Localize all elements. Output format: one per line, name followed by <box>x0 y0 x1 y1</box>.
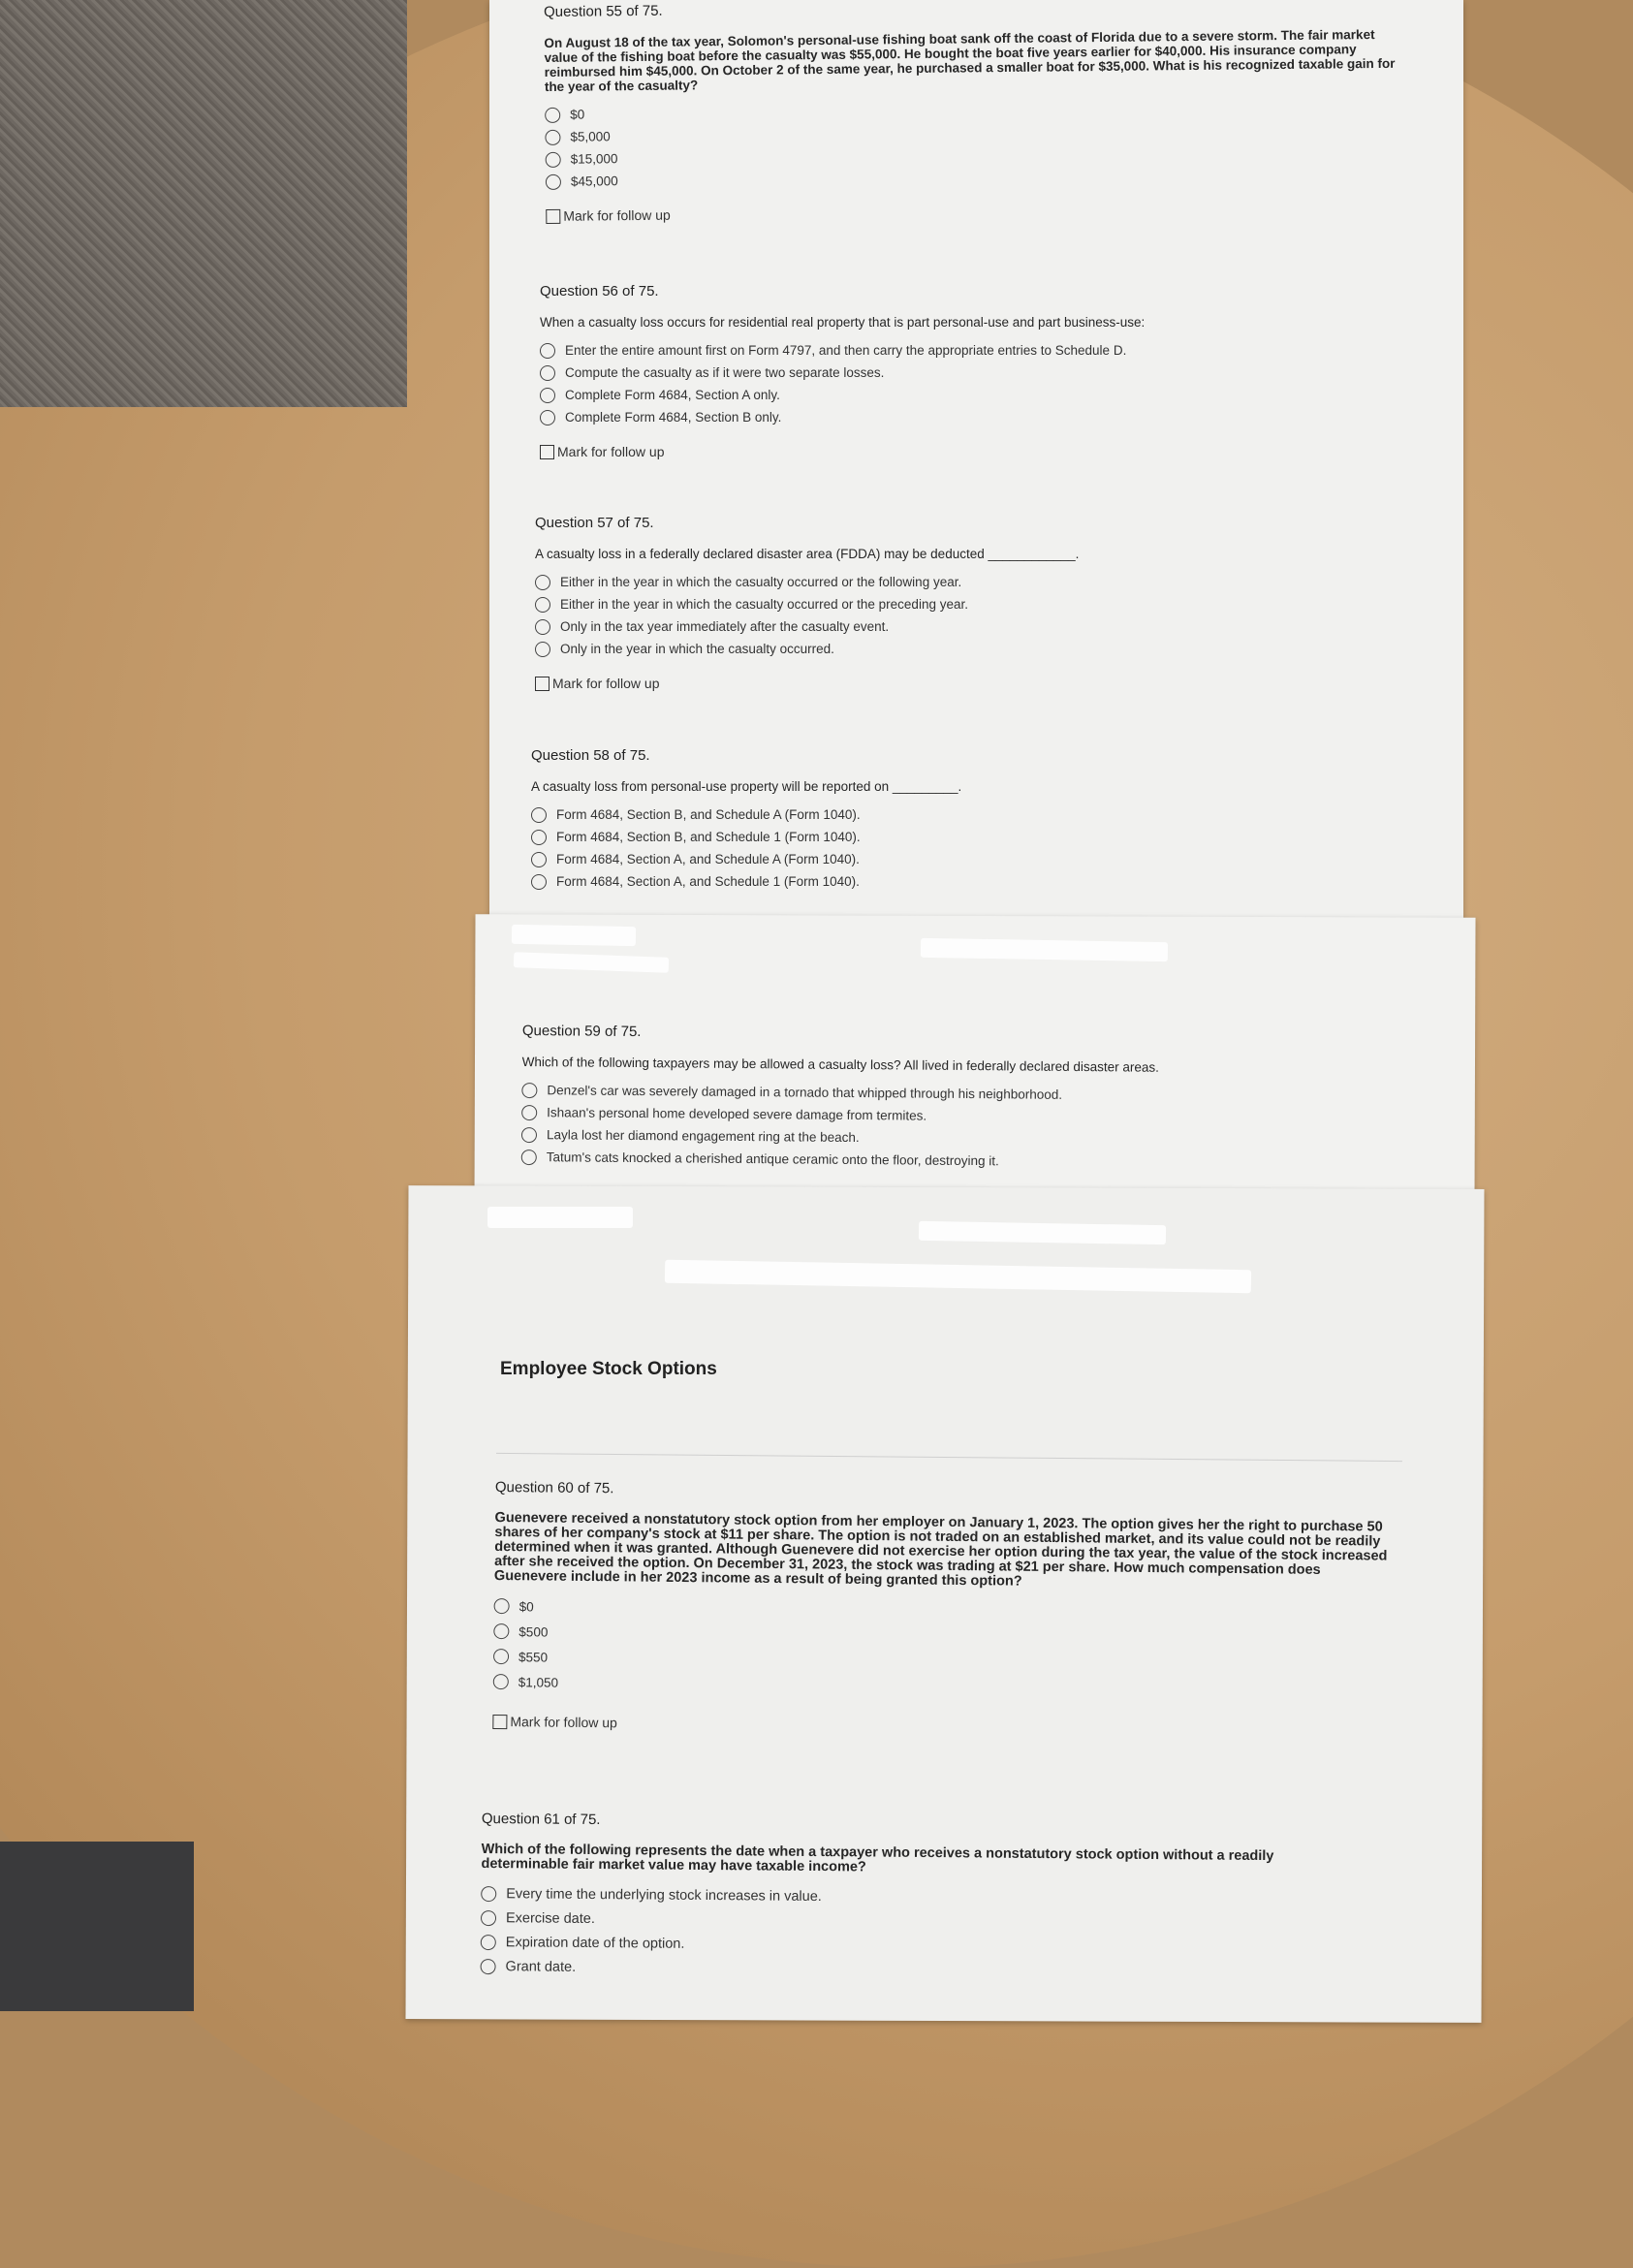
answer-option[interactable] <box>531 803 1306 826</box>
radio-button-icon[interactable] <box>493 1623 509 1639</box>
checkbox-icon[interactable] <box>540 445 554 459</box>
radio-button-icon[interactable] <box>531 807 547 823</box>
checkbox-icon[interactable] <box>535 677 550 691</box>
question-text: When a casualty loss occurs for residential real property that is part personal-use and part business-use: <box>540 315 1146 330</box>
answer-option-label: Ishaan's personal home developed severe damage from termites. <box>547 1105 927 1123</box>
answer-option-label: Grant date. <box>505 1958 577 1975</box>
follow-up-label: Mark for follow up <box>510 1714 617 1731</box>
tape-strip <box>512 925 636 946</box>
answer-option[interactable] <box>540 362 1315 384</box>
question-title: Question 61 of 75. <box>481 1811 601 1829</box>
question-text: Guenevere received a nonstatutory stock option from her employer on January 1, 2023. The option gives her the right to purchase 50 shares of her company's stock at $11 per share. The option is not traded on an established market, and its value could not be readily determined when it was granted. Although Guenevere did not exercise her option during the tax year, the value of the stock increased after she received the option. On December 31, 2023, the stock was trading at $21 per share. How much compensation does Guenevere include in her 2023 income as a result of being granted this option? <box>493 1509 1388 1590</box>
carpet-background <box>0 0 407 407</box>
answer-option-label: $1,050 <box>518 1674 559 1690</box>
follow-up-label: Mark for follow up <box>552 676 660 691</box>
answer-option-label: Expiration date of the option. <box>505 1934 685 1952</box>
answer-option-label: Only in the tax year immediately after the casualty event. <box>560 619 890 634</box>
mark-for-follow-up[interactable] <box>540 444 1315 459</box>
radio-button-icon[interactable] <box>494 1598 510 1614</box>
answer-option[interactable] <box>540 406 1315 428</box>
answer-option-label: $0 <box>570 107 585 122</box>
radio-button-icon[interactable] <box>531 874 547 890</box>
answer-option-label: Form 4684, Section A, and Schedule A (Form 1040). <box>556 852 860 866</box>
answer-option[interactable] <box>535 571 1310 593</box>
radio-button-icon[interactable] <box>535 642 550 657</box>
radio-button-icon[interactable] <box>481 1909 496 1925</box>
answer-option[interactable] <box>535 615 1310 638</box>
radio-button-icon[interactable] <box>493 1649 509 1664</box>
question-title: Question 56 of 75. <box>540 283 659 299</box>
follow-up-label: Mark for follow up <box>563 206 671 224</box>
radio-button-icon[interactable] <box>531 852 547 867</box>
mark-for-follow-up[interactable] <box>535 676 1310 691</box>
question-text: Which of the following represents the date when a taxpayer who receives a nonstatutory stock option without a readily determinable fair market value may have taxable income? <box>481 1841 1274 1875</box>
answer-option-label: $500 <box>518 1623 549 1640</box>
question-60 <box>492 1479 1397 1739</box>
answer-option[interactable] <box>535 593 1310 615</box>
answer-option[interactable] <box>540 339 1315 362</box>
answer-option-label: $5,000 <box>570 129 611 144</box>
radio-button-icon[interactable] <box>481 1885 496 1901</box>
radio-button-icon[interactable] <box>531 830 547 845</box>
answer-option-label: Form 4684, Section B, and Schedule 1 (Form 1040). <box>556 830 861 844</box>
radio-button-icon[interactable] <box>493 1674 509 1689</box>
section-heading: Employee Stock Options <box>500 1359 717 1379</box>
question-59 <box>521 1023 1395 1176</box>
question-56 <box>540 283 1315 459</box>
answer-option-label: $45,000 <box>570 173 618 189</box>
answer-option[interactable] <box>531 870 1306 893</box>
question-title: Question 57 of 75. <box>535 515 654 531</box>
radio-button-icon[interactable] <box>521 1126 537 1142</box>
answer-option-label: Form 4684, Section A, and Schedule 1 (Form 1040). <box>556 874 860 889</box>
question-title: Question 59 of 75. <box>521 1023 642 1041</box>
radio-button-icon[interactable] <box>540 388 555 403</box>
checkbox-icon[interactable] <box>492 1714 507 1728</box>
checkbox-icon[interactable] <box>546 208 560 223</box>
question-58 <box>531 747 1306 893</box>
question-text: On August 18 of the tax year, Solomon's personal-use fishing boat sank off the coast of Florida due to a severe storm. The fair market value of the fishing boat before the casualty was $55,000. He bought the boat five years earlier for $40,000. His insurance company reimbursed him $45,000. On October 2 of the same year, he purchased a smaller boat for $35,000. What is his recognized taxable gain for the year of the casualty? <box>544 27 1396 94</box>
radio-button-icon[interactable] <box>535 597 550 613</box>
question-title: Question 60 of 75. <box>494 1479 614 1497</box>
answer-option-label: Either in the year in which the casualty occurred or the following year. <box>560 575 962 589</box>
radio-button-icon[interactable] <box>521 1104 537 1119</box>
tape-strip <box>487 1207 633 1228</box>
question-61 <box>480 1811 1353 1986</box>
answer-option-label: $0 <box>518 1598 534 1614</box>
radio-button-icon[interactable] <box>481 1958 496 1973</box>
answer-option-label: Compute the casualty as if it were two separate losses. <box>565 365 885 380</box>
question-title: Question 55 of 75. <box>544 2 663 20</box>
answer-option-label: Either in the year in which the casualty occurred or the preceding year. <box>560 597 968 612</box>
question-55 <box>544 0 1403 224</box>
floor-background <box>0 1842 194 2011</box>
question-text: A casualty loss from personal-use property will be reported on _________. <box>531 779 962 794</box>
answer-option[interactable] <box>531 848 1306 870</box>
answer-option-label: Only in the year in which the casualty occurred. <box>560 642 834 656</box>
radio-button-icon[interactable] <box>535 575 550 590</box>
radio-button-icon[interactable] <box>540 410 555 425</box>
question-text: Which of the following taxpayers may be allowed a casualty loss? All lived in federally declared disaster areas. <box>521 1054 1160 1075</box>
answer-option-label: Denzel's car was severely damaged in a tornado that whipped through his neighborhood. <box>547 1083 1063 1102</box>
answer-option-label: Complete Form 4684, Section B only. <box>565 410 782 425</box>
radio-button-icon[interactable] <box>545 107 560 122</box>
radio-button-icon[interactable] <box>521 1082 537 1097</box>
answer-option-label: $15,000 <box>570 151 618 167</box>
radio-button-icon[interactable] <box>521 1149 537 1164</box>
answer-option-label: Form 4684, Section B, and Schedule A (Form 1040). <box>556 807 861 822</box>
answer-option[interactable] <box>540 384 1315 406</box>
radio-button-icon[interactable] <box>546 151 561 167</box>
question-text: A casualty loss in a federally declared disaster area (FDDA) may be deducted ____________. <box>535 547 1080 561</box>
answer-option-label: Enter the entire amount first on Form 4797, and then carry the appropriate entries to Schedule D. <box>565 343 1127 358</box>
radio-button-icon[interactable] <box>540 343 555 359</box>
answer-option-label: Exercise date. <box>505 1909 595 1927</box>
answer-option-label: $550 <box>518 1649 549 1665</box>
answer-option[interactable] <box>531 826 1306 848</box>
answer-option-label: Every time the underlying stock increases in value. <box>506 1885 822 1905</box>
answer-option[interactable] <box>535 638 1310 660</box>
radio-button-icon[interactable] <box>545 129 560 144</box>
radio-button-icon[interactable] <box>546 173 561 189</box>
question-57 <box>535 515 1310 691</box>
follow-up-label: Mark for follow up <box>557 444 665 459</box>
radio-button-icon[interactable] <box>481 1934 496 1949</box>
answer-option-label: Layla lost her diamond engagement ring at the beach. <box>546 1127 860 1146</box>
answer-option-label: Tatum's cats knocked a cherished antique ceramic onto the floor, destroying it. <box>546 1150 999 1169</box>
question-title: Question 58 of 75. <box>531 747 650 764</box>
radio-button-icon[interactable] <box>540 365 555 381</box>
answer-option-label: Complete Form 4684, Section A only. <box>565 388 780 402</box>
radio-button-icon[interactable] <box>535 619 550 635</box>
